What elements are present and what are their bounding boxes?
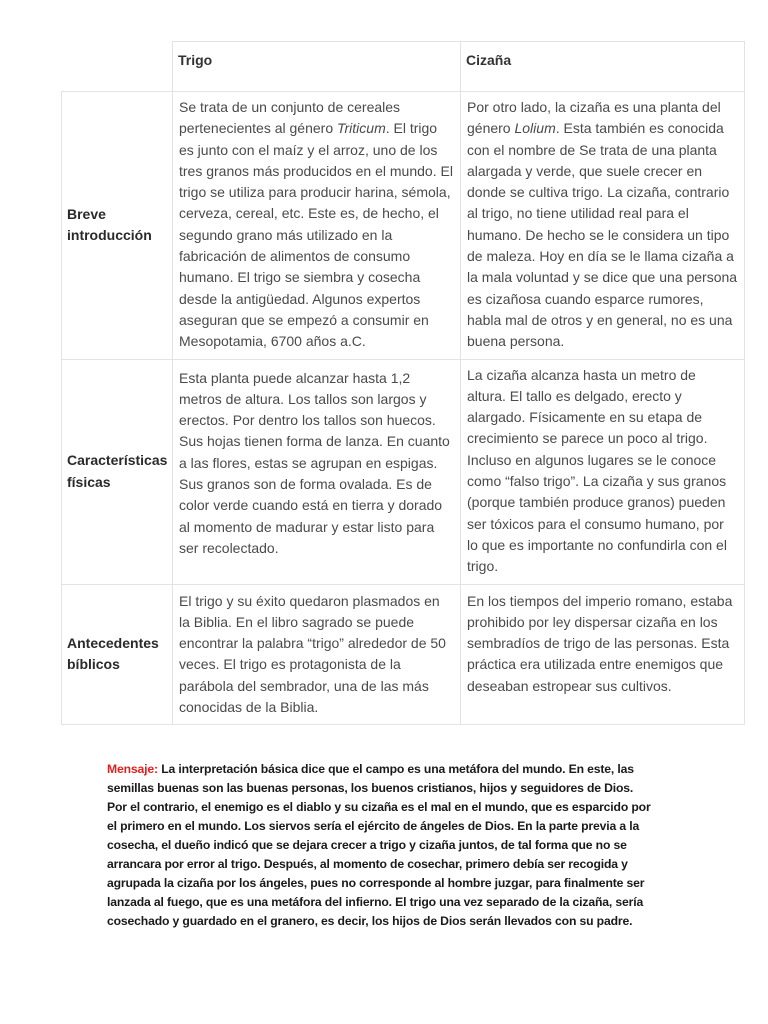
message-paragraph	[107, 760, 652, 931]
cell-trigo-introduccion	[173, 92, 461, 360]
cell-cizana-introduccion	[461, 92, 745, 360]
text-segment: La cizaña alcanza hasta un metro de altura. El tallo es delgado, erecto y alargado. Físicamente en su etapa de crecimiento se parece un poco al trigo. Incluso en algunos lugares se le conoce como “falso trigo”. La cizaña y sus granos (porque también produce granos) pueden ser tóxicos para el consumo humano, por lo que es importante no confundirla con el trigo.	[467, 366, 727, 575]
text-segment: Esta planta puede alcanzar hasta 1,2 metros de altura. Los tallos son largos y erectos. Por dentro los tallos son huecos. Sus hojas tienen forma de lanza. En cuanto a las flores, estas se agrupan en espigas. Sus granos son de forma ovalada. Es de color verde cuando está en tierra y dorado al momento de madurar y estar listo para ser recolectado.	[179, 369, 450, 556]
text-segment: Por otro lado, la cizaña es una planta del género	[467, 99, 721, 137]
table-row	[62, 584, 745, 725]
header-trigo: Trigo	[173, 42, 461, 92]
header-empty-cell	[62, 42, 173, 92]
italic-term: Triticum	[337, 120, 386, 137]
italic-term: Lolium	[514, 120, 556, 137]
cell-cizana-antecedentes	[461, 584, 745, 725]
text-segment: . El trigo es junto con el maíz y el arroz, uno de los tres granos más producidos en el mundo. El trigo se utiliza para producir harina, sémola, cerveza, cereal, etc. Este es, de hecho, el segundo grano más utilizado en la fabricación de alimentos de consumo humano. El trigo se siembra y cosecha desde la antigüedad. Algunos expertos aseguran que se empezó a consumir en Mesopotamia, 6700 años a.C.	[179, 120, 453, 350]
cell-cizana-caracteristicas	[461, 359, 745, 584]
row-label-introduccion: Breve introducción	[62, 92, 173, 360]
table-row	[62, 359, 745, 584]
row-label-antecedentes: Antecedentes bíblicos	[62, 584, 173, 725]
header-cizana: Cizaña	[461, 42, 745, 92]
comparison-table	[61, 41, 745, 725]
cell-trigo-antecedentes	[173, 584, 461, 725]
text-segment: En los tiempos del imperio romano, estaba prohibido por ley dispersar cizaña en los sembradíos de trigo de las personas. Esta práctica era utilizada entre enemigos que deseaban estropear sus cultivos.	[467, 592, 733, 694]
cell-trigo-caracteristicas	[173, 359, 461, 584]
text-segment: . Esta también es conocida con el nombre de Se trata de una planta alargada y verde, que suele crecer en donde se cultiva trigo. La cizaña, contrario al trigo, no tiene utilidad real para el humano. De hecho se le considera un tipo de maleza. Hoy en día se le llama cizaña a la mala voluntad y se dice que una persona es cizañosa cuando esparce rumores, habla mal de otros y en general, no es una buena persona.	[467, 120, 738, 350]
text-segment: El trigo y su éxito quedaron plasmados en la Biblia. En el libro sagrado se puede encontrar la palabra “trigo” alrededor de 50 veces. El trigo es protagonista de la parábola del sembrador, una de las más conocidas de la Biblia.	[179, 592, 446, 716]
message-text: La interpretación básica dice que el campo es una metáfora del mundo. En este, las semillas buenas son las buenas personas, los buenos cristianos, hijos y seguidores de Dios. Por el contrario, el enemigo es el diablo y su cizaña es el mal en el mundo, que es esparcido por el primero en el mundo. Los siervos sería el ejército de ángeles de Dios. En la parte previa a la cosecha, el dueño indicó que se dejara crecer a trigo y cizaña juntos, de tal forma que no se arrancara por error al trigo. Después, al momento de cosechar, primero debía ser recogida y agrupada la cizaña por los ángeles, pues no corresponde al hombre juzgar, para finalmente ser lanzada al fuego, que es una metáfora del infierno. El trigo una vez separado de la cizaña, sería cosechado y guardado en el granero, es decir, los hijos de Dios serán llevados con su padre.	[107, 762, 651, 928]
table-header-row	[62, 42, 745, 92]
message-label: Mensaje:	[107, 762, 158, 776]
row-label-caracteristicas: Características físicas	[62, 359, 173, 584]
table-row	[62, 92, 745, 360]
text-segment: Se trata de un conjunto de cereales pertenecientes al género	[179, 99, 401, 137]
